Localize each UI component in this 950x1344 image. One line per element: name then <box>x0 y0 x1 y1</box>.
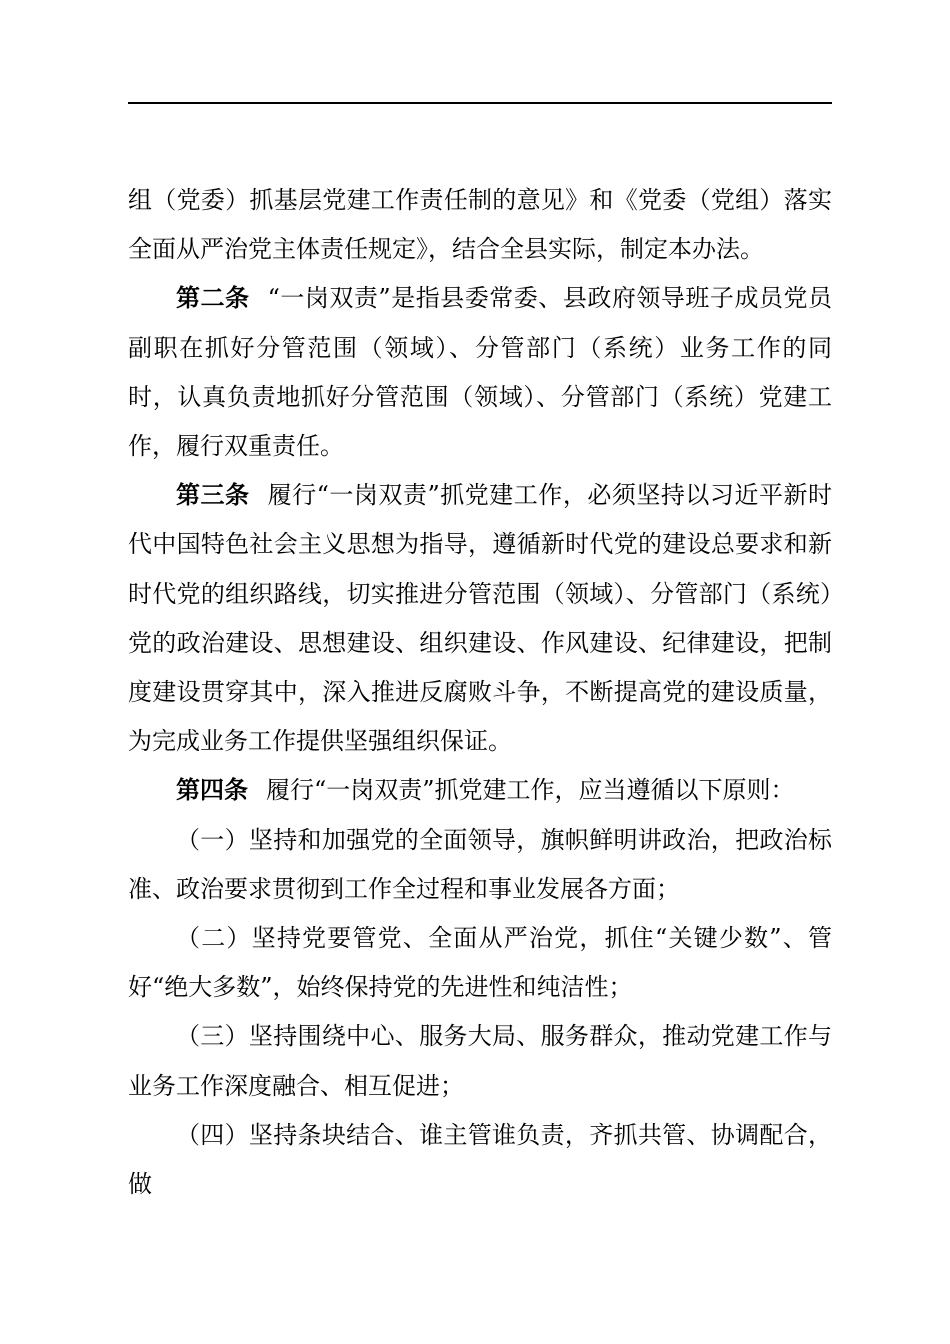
article-heading: 第二条 <box>176 284 250 313</box>
paragraph-text: 组（党委）抓基层党建工作责任制的意见》和《党委（党组）落实全面从严治党主体责任规定》，结合全县实际，制定本办法。 <box>128 186 832 264</box>
paragraph-intro-continuation <box>128 176 832 274</box>
principle-item-1 <box>128 816 832 914</box>
paragraph-text: （二）坚持党要管党、全面从严治党，抓住“关键少数”、管好“绝大多数”，始终保持党的先进性和纯洁性； <box>128 924 832 1002</box>
paragraph-article-4 <box>128 766 832 815</box>
paragraph-text: （四）坚持条块结合、谁主管谁负责，齐抓共管、协调配合，做 <box>128 1120 832 1199</box>
principle-item-3 <box>128 1012 832 1110</box>
article-heading: 第三条 <box>176 481 250 510</box>
paragraph-text: 履行“一岗双责”抓党建工作，应当遵循以下原则： <box>266 776 795 805</box>
paragraph-text: （三）坚持围绕中心、服务大局、服务群众，推动党建工作与业务工作深度融合、相互促进； <box>128 1022 832 1100</box>
principle-item-4 <box>128 1111 832 1209</box>
paragraph-text: 履行“一岗双责”抓党建工作，必须坚持以习近平新时代中国特色社会主义思想为指导，遵循新时代党的建设总要求和新时代党的组织路线，切实推进分管范围（领域）、分管部门（系统）党的政治建设、思想建设、组织建设、作风建设、纪律建设，把制度建设贯穿其中，深入推进反腐败斗争，不断提高党的建设质量，为完成业务工作提供坚强组织保证。 <box>128 481 833 756</box>
document-body <box>128 176 832 1209</box>
article-heading: 第四条 <box>176 776 248 805</box>
paragraph-text: （一）坚持和加强党的全面领导，旗帜鲜明讲政治，把政治标准、政治要求贯彻到工作全过程和事业发展各方面； <box>128 825 832 903</box>
header-rule <box>128 102 832 104</box>
principle-item-2 <box>128 914 832 1012</box>
paragraph-article-2 <box>128 274 832 471</box>
paragraph-text: “一岗双责”是指县委常委、县政府领导班子成员党员副职在抓好分管范围（领域）、分管部门（系统）业务工作的同时，认真负责地抓好分管范围（领域）、分管部门（系统）党建工作，履行双重责任。 <box>128 284 833 461</box>
paragraph-article-3 <box>128 471 832 766</box>
